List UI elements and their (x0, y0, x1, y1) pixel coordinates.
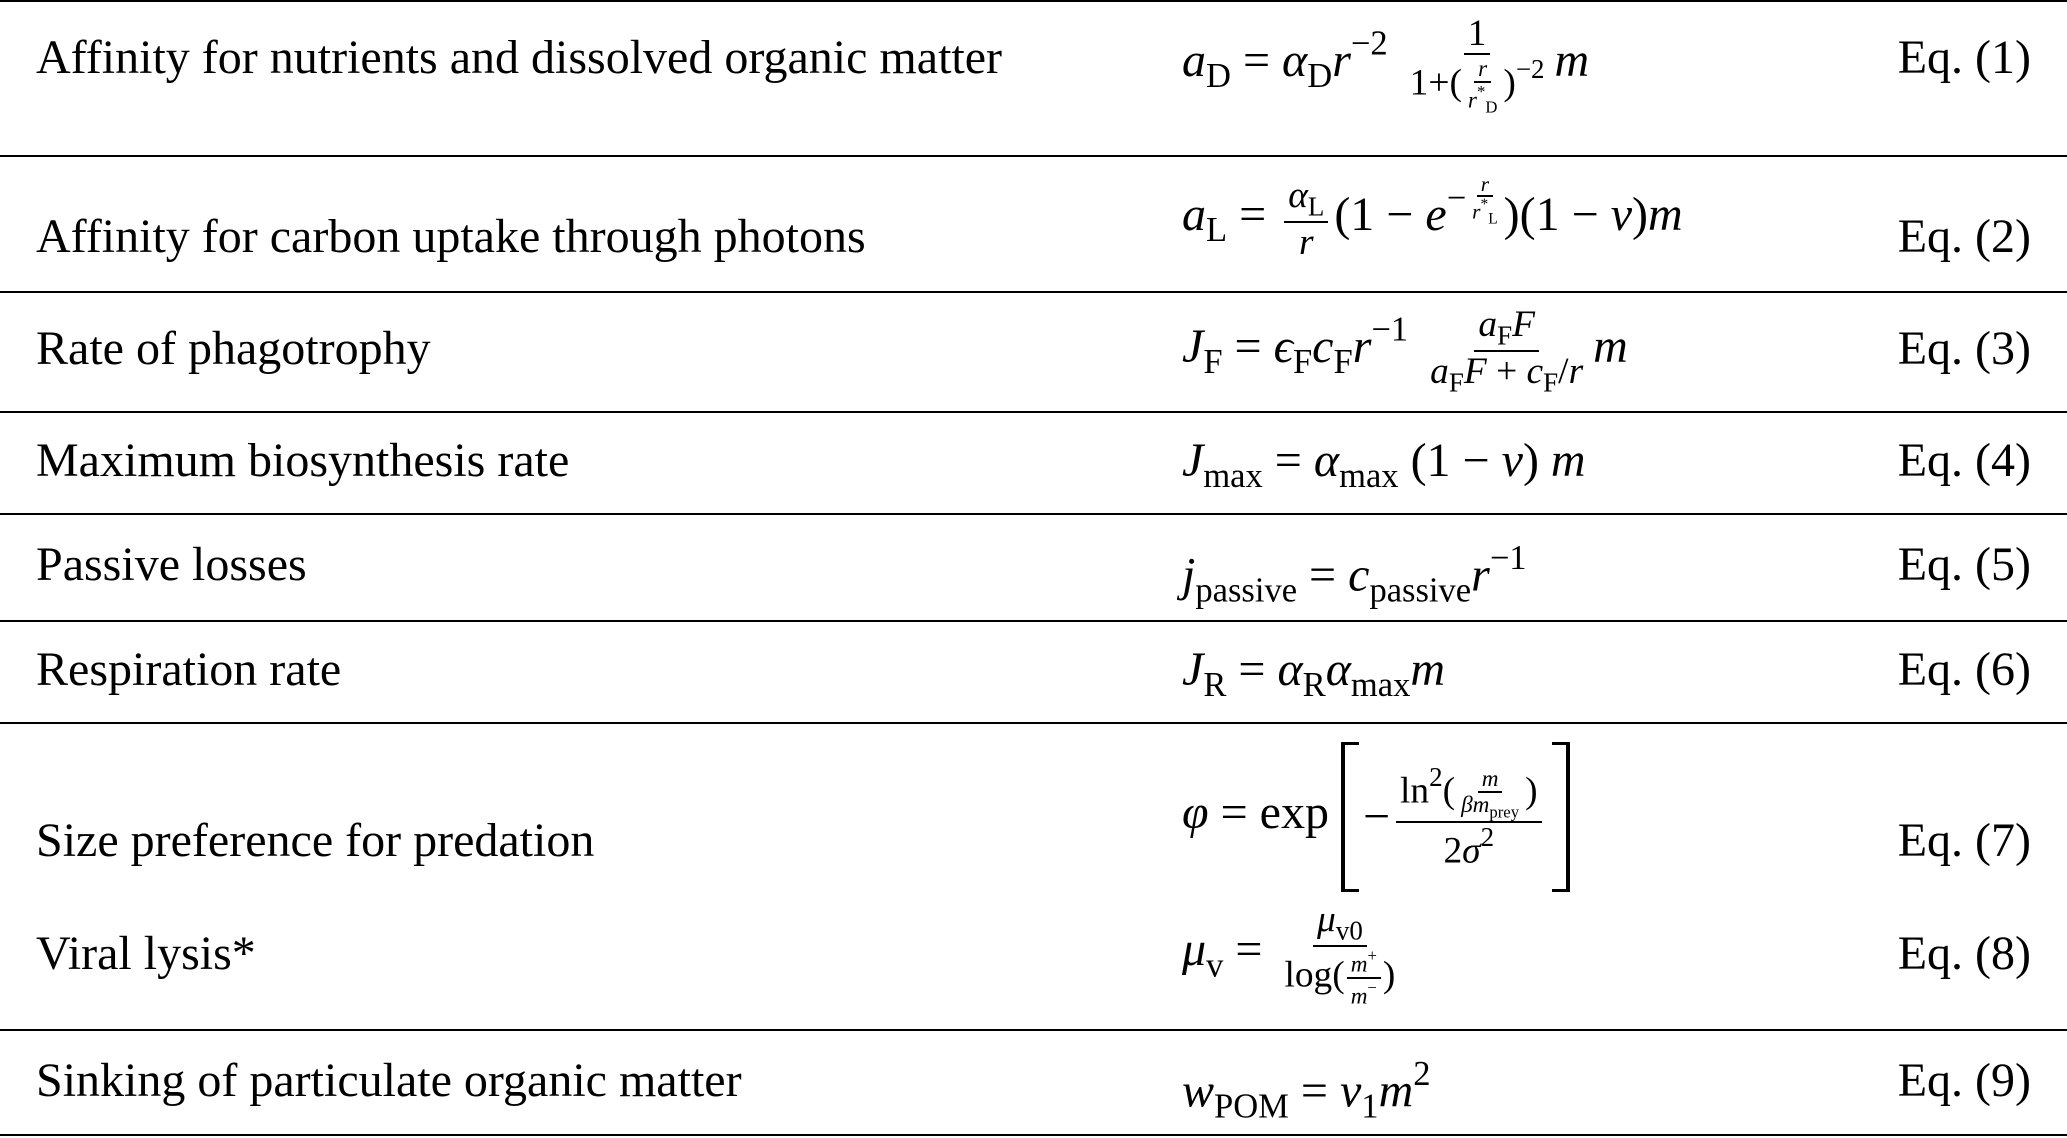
equation-4: $J_{max} = \alpha_{max}$ (1 − ν) m (1182, 434, 1586, 496)
equation-1: $a_D = \alpha_Dr^{-2}$ 1 1+( $\frac{r}{r^*_D}$ )$^{-2}$ m (1182, 13, 1590, 117)
row-description: Size preference for predation (36, 814, 595, 867)
equation-ref: Eq. (5) (1897, 538, 2031, 591)
equation-ref: Eq. (3) (1897, 322, 2031, 375)
row-description: Maximum biosynthesis rate (36, 434, 570, 487)
row-description: Viral lysis* (36, 927, 256, 980)
equation-6: $J_R = \alpha_R\alpha_{max}m$ (1182, 643, 1446, 705)
equation-ref: Eq. (2) (1897, 210, 2031, 263)
row-description: Sinking of particulate organic matter (36, 1054, 742, 1107)
equation-2: $a_L$ = $\frac{\alpha_L}{r}$ ($1 - e^{- \frac{r}{r^*_L}}$ )(1 − ν)m (1182, 172, 1683, 263)
equation-ref: Eq. (9) (1897, 1054, 2031, 1107)
table-rule (0, 1134, 2067, 1136)
table-row (0, 155, 2067, 291)
table-row (0, 1029, 2067, 1134)
equation-ref: Eq. (4) (1897, 434, 2031, 487)
equation-ref: Eq. (1) (1897, 31, 2031, 84)
table-row (0, 620, 2067, 722)
row-description: Rate of phagotrophy (36, 322, 431, 375)
table-row (0, 411, 2067, 513)
equation-3: $J_F = \epsilon_Fc_Fr^{-1}$ $\frac{a_FF}{a_FF + c_F/r}$ m (1182, 304, 1628, 398)
equation-ref: Eq. (6) (1897, 643, 2031, 696)
equation-ref: Eq. (7) (1897, 814, 2031, 867)
equation-ref: Eq. (8) (1897, 927, 2031, 980)
equation-9: $w_{POM} = v_1m^2$ (1182, 1055, 1431, 1126)
equation-7: φ = exp − $\ln^2$( $\frac{m}{\beta m_{prey}}$ ) $2\sigma^2$ (1182, 742, 1570, 892)
row-description: Respiration rate (36, 643, 342, 696)
table-row (0, 513, 2067, 620)
square-bracket: − $\ln^2$( $\frac{m}{\beta m_{prey}}$ ) $2\sigma^2$ (1341, 742, 1570, 892)
row-description: Affinity for carbon uptake through photons (36, 210, 866, 263)
row-description: Affinity for nutrients and dissolved organic matter (36, 31, 1003, 84)
table-row (0, 291, 2067, 411)
table-row (0, 0, 2067, 155)
table-row (0, 722, 2067, 1029)
equation-8: $\mu_v$ = $\mu_{v0}$ log( $\frac{m^+}{m^-}$ ) (1182, 899, 1396, 1010)
row-description: Passive losses (36, 538, 307, 591)
equation-5: $j_{passive} = c_{passive}r^{-1}$ (1182, 539, 1527, 610)
